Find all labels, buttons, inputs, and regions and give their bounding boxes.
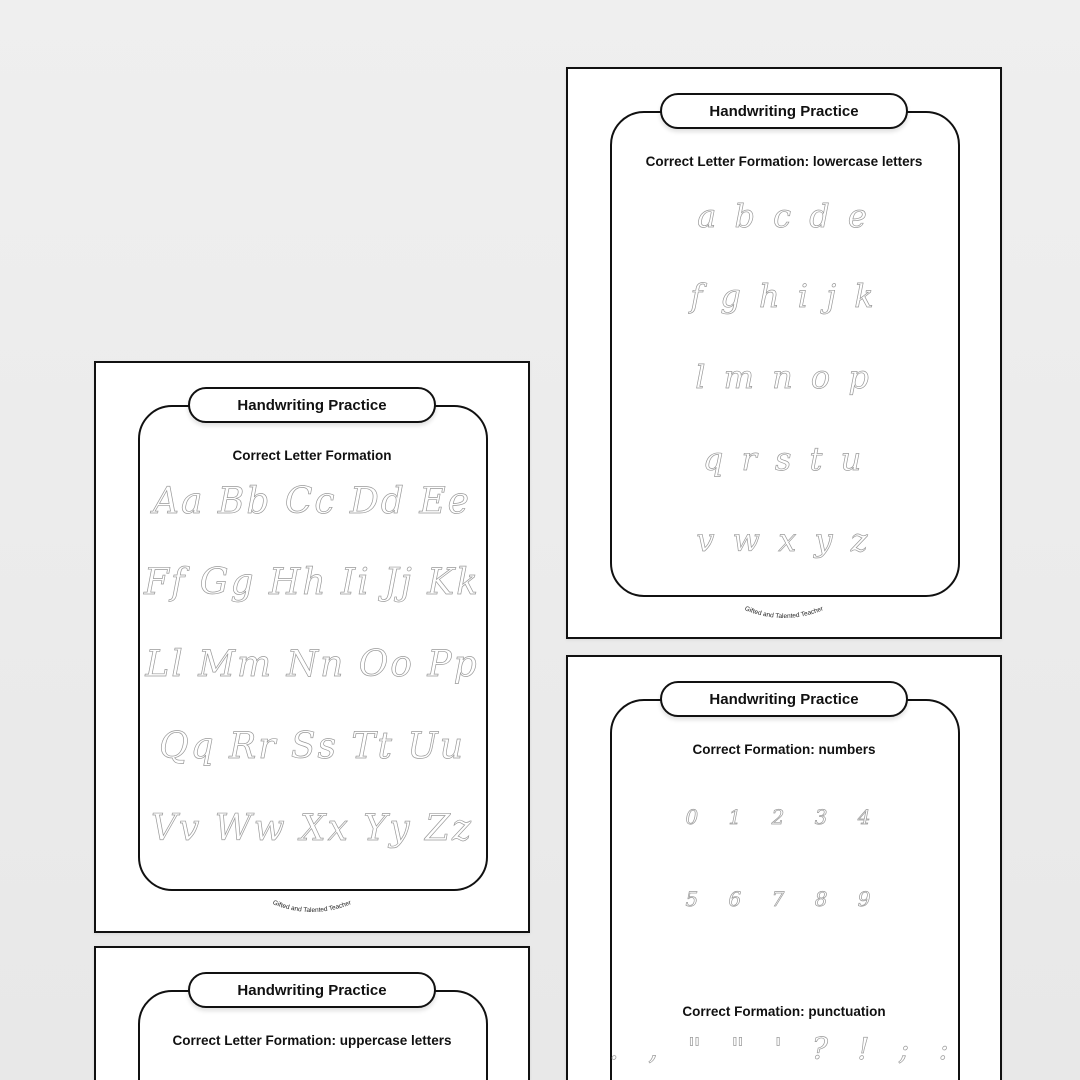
worksheet-title: Handwriting Practice (188, 972, 436, 1008)
worksheet-numbers (566, 655, 1002, 1080)
trace-row: . , " " ' ? ! ; : (609, 1032, 959, 1067)
svg-text:Gifted and Talented Teacher: Gifted and Talented Teacher (271, 899, 353, 915)
trace-row: Qq Rr Ss Tt Uu (159, 726, 465, 767)
trace-row: 5 6 7 8 9 (685, 887, 883, 911)
worksheet-subtitle: Correct Letter Formation: uppercase letters (172, 1033, 452, 1048)
trace-row: f g h i j k (690, 277, 878, 315)
trace-row: q r s t u (702, 440, 866, 478)
worksheet-subtitle: Correct Formation: numbers (692, 742, 876, 757)
trace-row: Aa Bb Cc Dd Ee (153, 481, 471, 522)
trace-row: Ff Gg Hh Ii Jj Kk (144, 562, 480, 603)
punctuation-subtitle: Correct Formation: punctuation (682, 1004, 886, 1019)
worksheet-subtitle: Correct Letter Formation: lowercase letters (645, 154, 923, 169)
worksheet-subtitle: Correct Letter Formation (232, 448, 392, 463)
trace-row: a b c d e (697, 197, 871, 235)
trace-row: 0 1 2 3 4 (685, 805, 883, 829)
trace-row: l m n o p (695, 358, 873, 396)
worksheet-lowercase (566, 67, 1002, 639)
brand-logo (568, 605, 1000, 625)
worksheet-title: Handwriting Practice (660, 93, 908, 129)
trace-row: Ll Mm Nn Oo Pp (145, 644, 479, 685)
trace-row: Vv Ww Xx Yy Zz (151, 808, 473, 849)
brand-logo (96, 899, 528, 919)
worksheet-title: Handwriting Practice (660, 681, 908, 717)
worksheet-uppercase (94, 946, 530, 1080)
worksheet-title: Handwriting Practice (188, 387, 436, 423)
worksheet-alphabet (94, 361, 530, 933)
trace-row: v w x y z (696, 521, 872, 559)
svg-text:Gifted and Talented Teacher: Gifted and Talented Teacher (743, 605, 825, 621)
